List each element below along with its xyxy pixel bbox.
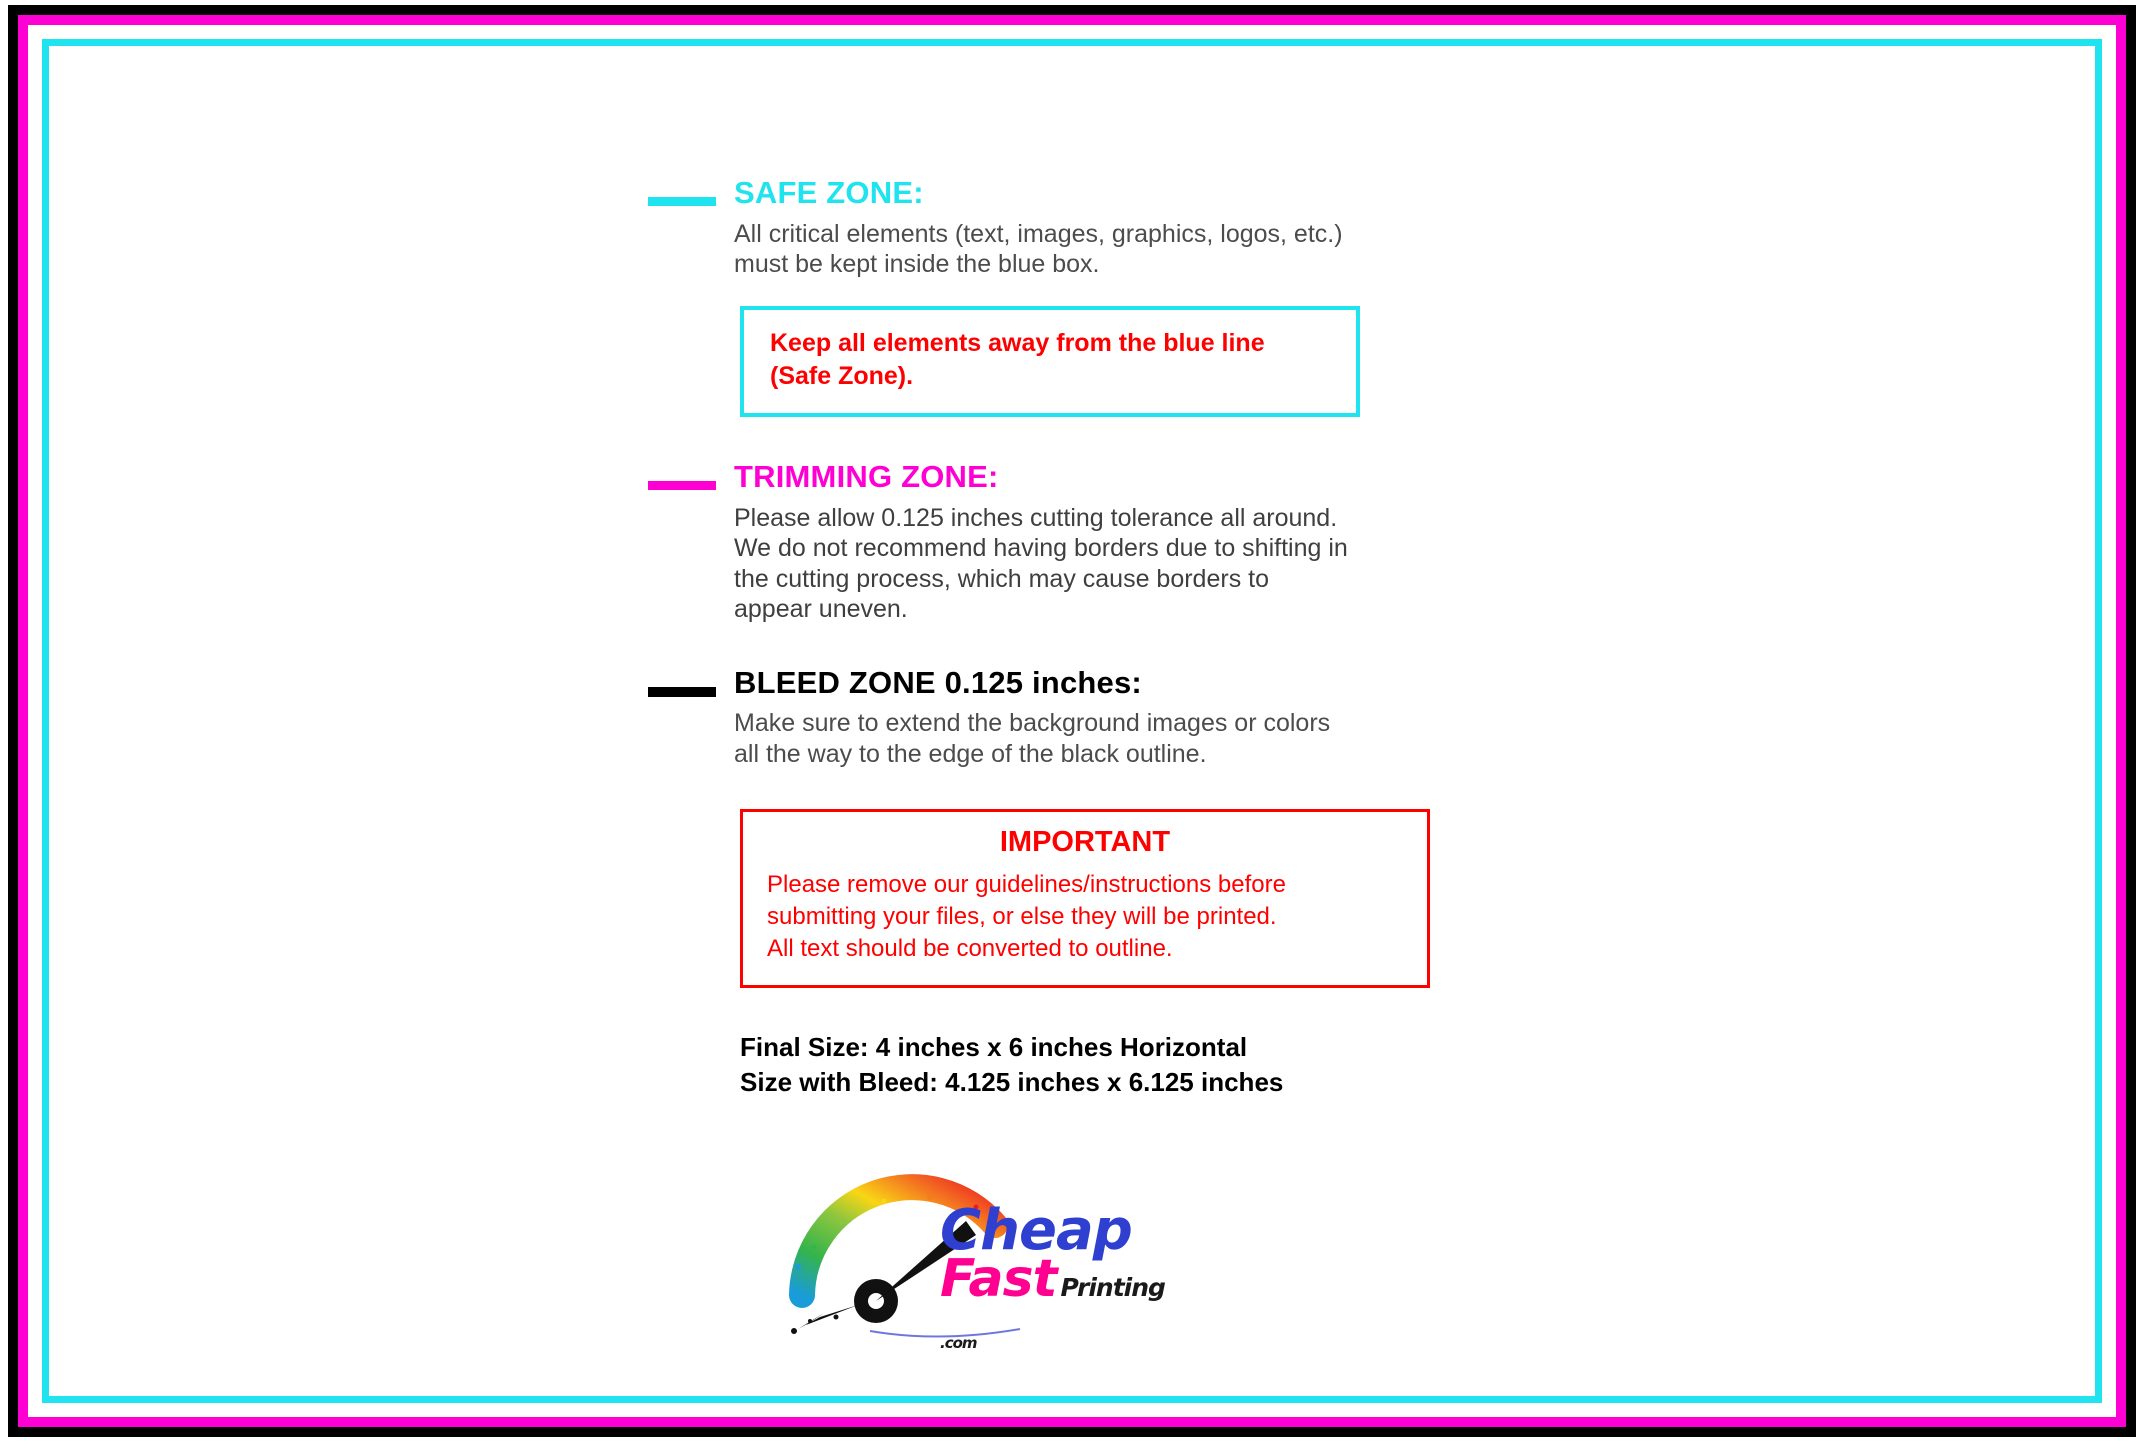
trimming-zone-body-line-2: We do not recommend having borders due to shifting in — [734, 534, 1348, 563]
safe-zone-callout-line-1: Keep all elements away from the blue line — [770, 328, 1265, 357]
bleed-zone-body-line-2: all the way to the edge of the black outline. — [734, 739, 1207, 768]
safe-zone-heading: SAFE ZONE: — [734, 175, 924, 210]
logo-word-cheap: Cheap — [940, 1198, 1132, 1263]
logo-wordmark — [940, 1198, 1200, 1357]
trimming-zone-section — [648, 459, 1648, 625]
bleed-zone-color-swatch — [648, 687, 716, 697]
final-size-line-2: Size with Bleed: 4.125 inches x 6.125 inches — [740, 1067, 1284, 1098]
important-line-3: All text should be converted to outline. — [767, 935, 1173, 963]
safe-zone-body-line-2: must be kept inside the blue box. — [734, 250, 1100, 279]
safe-zone-callout-line-2: (Safe Zone). — [770, 361, 914, 390]
final-size-block — [740, 1030, 1648, 1100]
important-title: IMPORTANT — [999, 826, 1171, 859]
logo-word-printing: Printing — [1060, 1273, 1165, 1302]
safe-zone-callout-wrap — [732, 306, 1648, 418]
trimming-zone-text — [732, 459, 1348, 625]
trimming-zone-heading: TRIMMING ZONE: — [734, 459, 999, 495]
safe-zone-body-line-1: All critical elements (text, images, graphics, logos, etc.) — [734, 219, 1343, 248]
logo-word-dotcom: .com — [940, 1334, 977, 1352]
important-line-2: submitting your files, or else they will be printed. — [767, 903, 1277, 931]
safe-zone-color-swatch — [648, 197, 716, 206]
final-size-wrap — [732, 1030, 1648, 1100]
trimming-zone-body-line-1: Please allow 0.125 inches cutting tolerance all around. — [734, 503, 1338, 532]
guidelines-content — [648, 175, 1648, 1100]
important-callout-wrap — [732, 809, 1648, 988]
trimming-zone-color-swatch — [648, 481, 716, 490]
cheapfastprinting-logo — [780, 1155, 1200, 1352]
safe-zone-callout-box — [740, 306, 1360, 418]
bleed-zone-heading: BLEED ZONE 0.125 inches: — [734, 664, 1142, 700]
bleed-zone-text — [732, 665, 1330, 770]
safe-zone-section — [648, 175, 1648, 280]
bleed-zone-body-line-1: Make sure to extend the background images or colors — [734, 709, 1331, 738]
trimming-zone-body-line-3: the cutting process, which may cause borders to — [734, 564, 1269, 593]
bleed-zone-section — [648, 665, 1648, 770]
important-callout-box — [740, 809, 1430, 988]
logo-word-fast-line — [940, 1249, 1200, 1357]
trimming-zone-body-line-4: appear uneven. — [734, 595, 908, 624]
safe-zone-text — [732, 175, 1343, 280]
final-size-line-1: Final Size: 4 inches x 6 inches Horizontal — [740, 1032, 1248, 1063]
logo-word-fast: Fast — [940, 1249, 1057, 1309]
important-line-1: Please remove our guidelines/instructions before — [767, 871, 1286, 899]
